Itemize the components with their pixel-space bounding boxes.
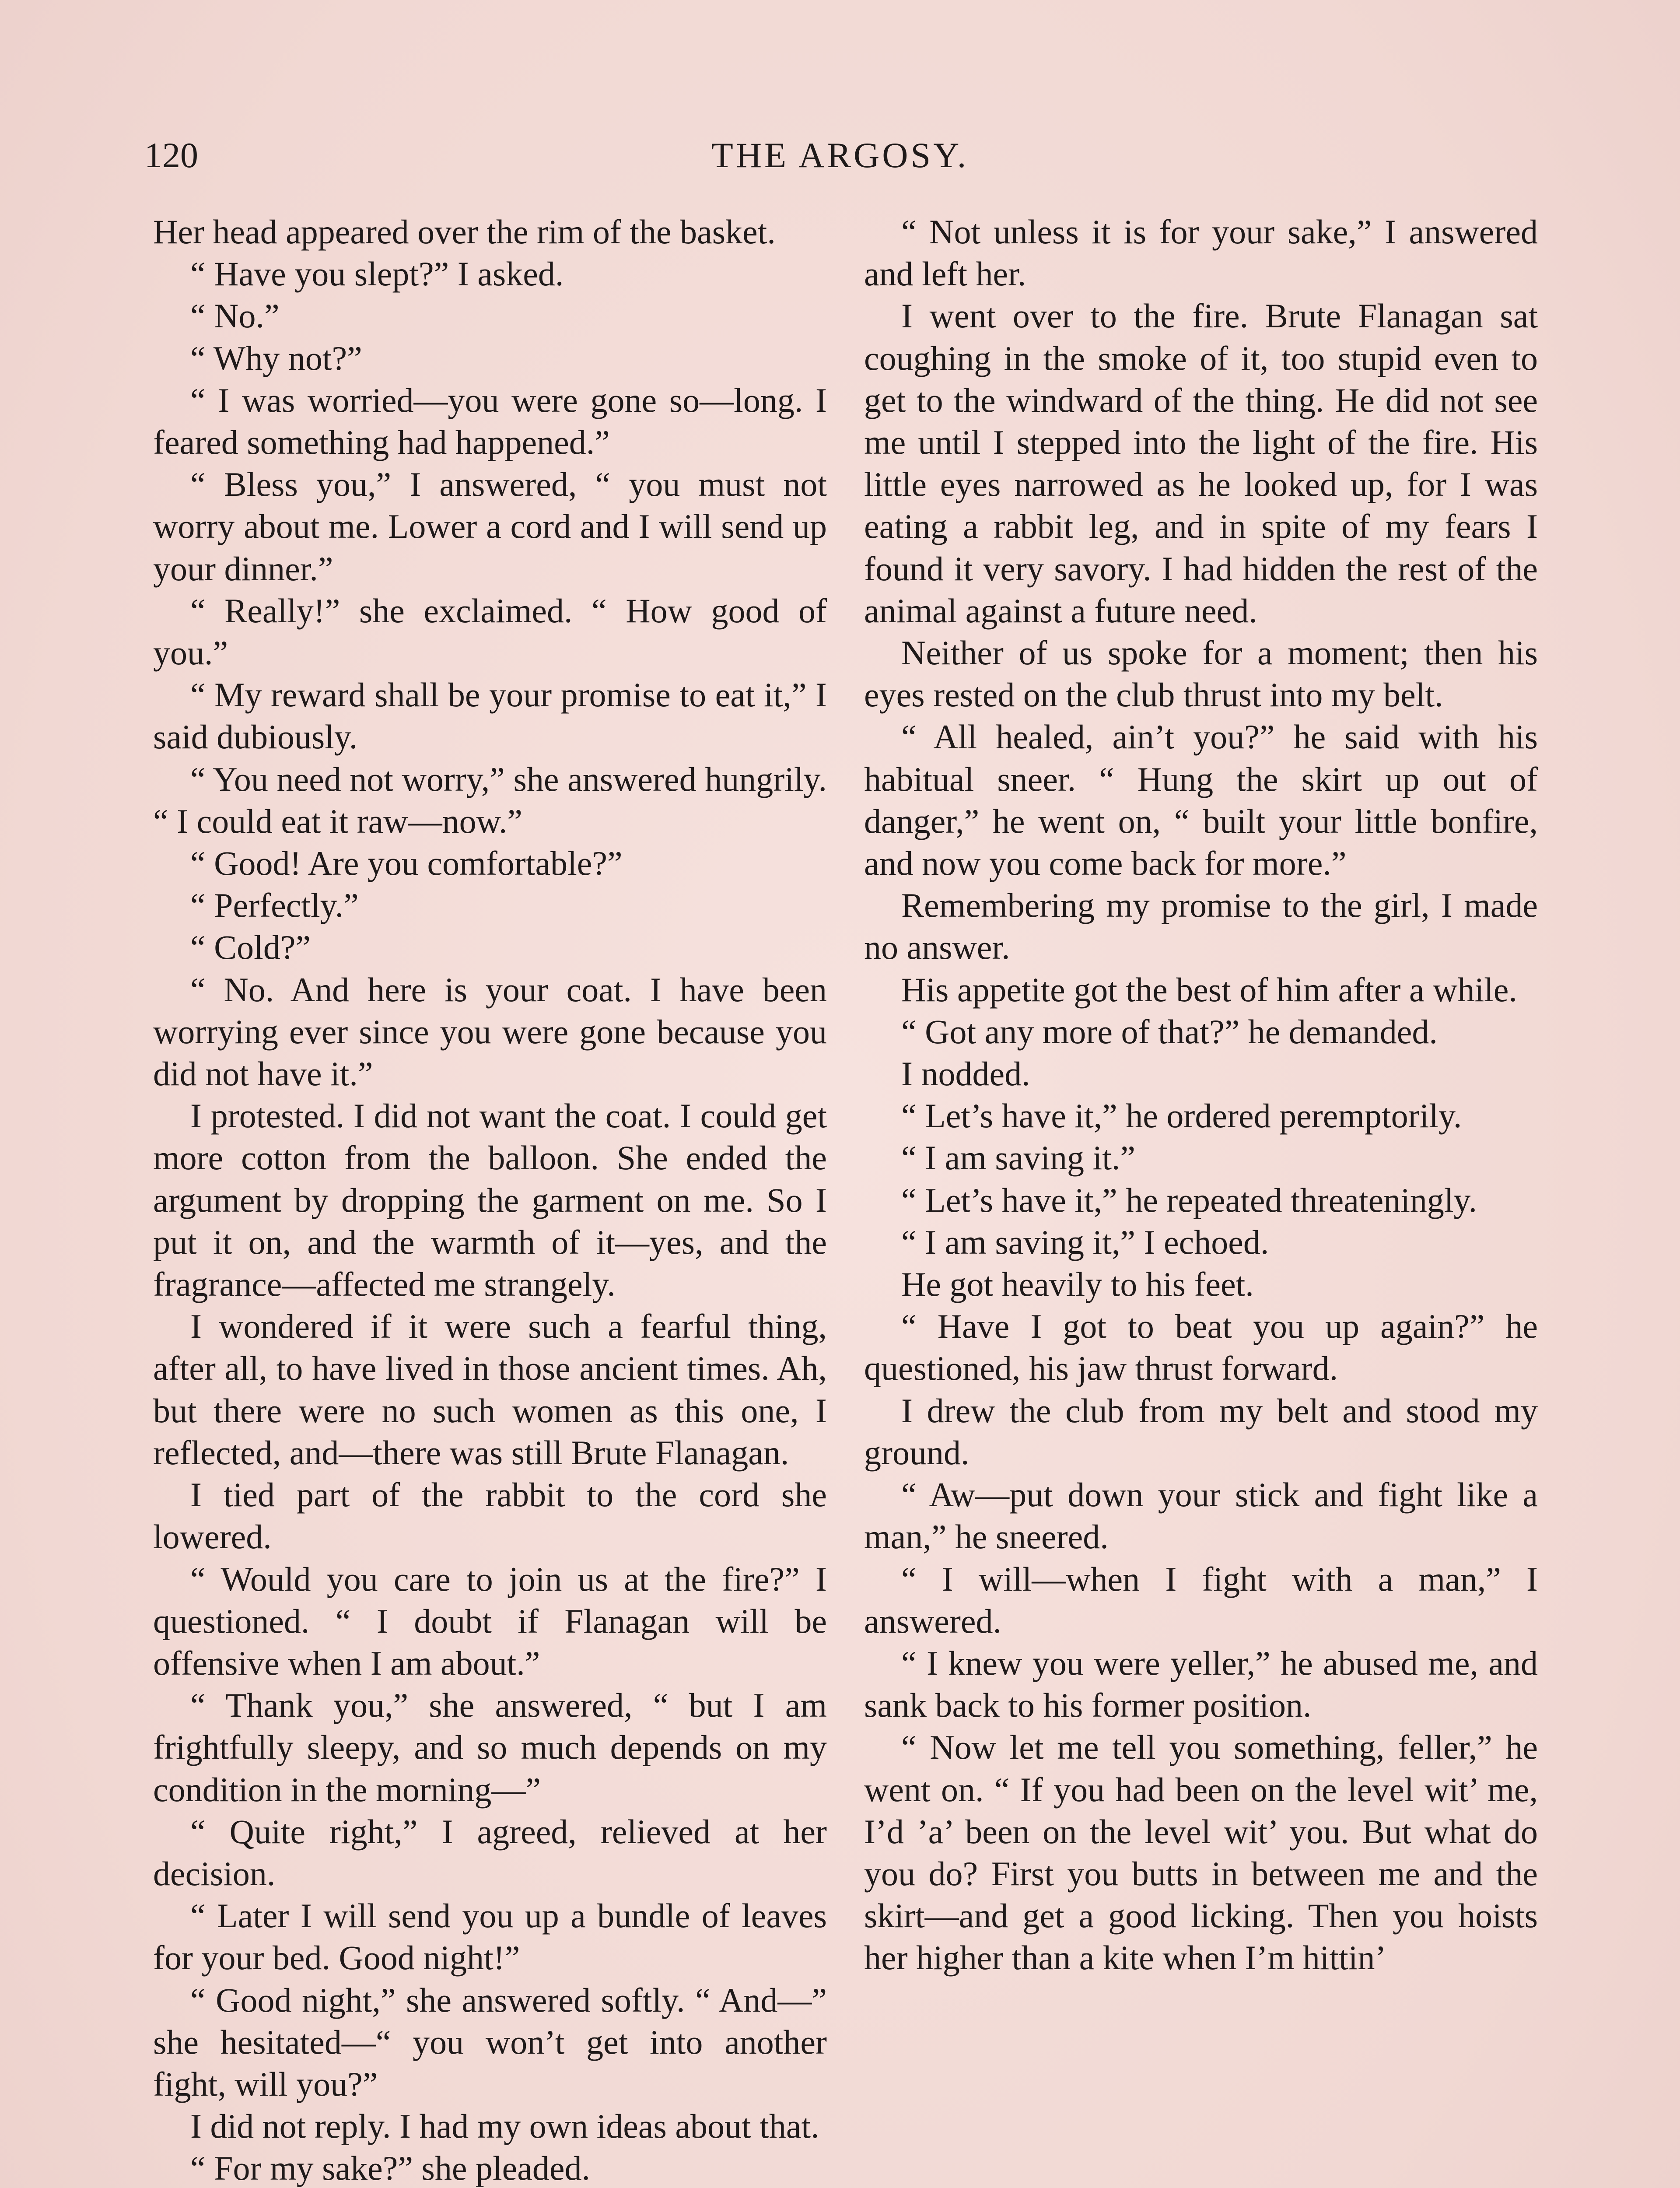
paragraph: I protested. I did not want the coat. I could get more cotton from the balloon. She ended the argument by dropping the garment on me. So I put it on, and the warmth of it—yes, and the fragrance—affected me strangely. (153, 1097, 827, 1304)
page-header (144, 131, 1536, 179)
paragraph: “ Really!” she exclaimed. “ How good of you.” (153, 591, 827, 672)
paragraph: “ Aw—put down your stick and fight like a man,” he sneered. (864, 1476, 1538, 1556)
paragraph: His appetite got the best of him after a while. (901, 970, 1517, 1009)
paragraph: “ Would you care to join us at the fire?” I questioned. “ I doubt if Flanagan will be offensive when I am about.” (153, 1560, 827, 1682)
paragraph: “ I knew you were yeller,” he abused me, and sank back to his former position. (864, 1644, 1538, 1725)
paragraph: I tied part of the rabbit to the cord she lowered. (153, 1476, 827, 1556)
paragraph: “ Have I got to beat you up again?” he questioned, his jaw thrust forward. (864, 1307, 1538, 1388)
right-text-column (864, 211, 1538, 1979)
paragraph: “ I was worried—you were gone so—long. I feared something had happened.” (153, 381, 827, 462)
paragraph: “ Not unless it is for your sake,” I answered and left her. (864, 213, 1538, 293)
paragraph: “ Let’s have it,” he repeated threateningly. (901, 1181, 1477, 1219)
paragraph: “ Have you slept?” I asked. (190, 255, 564, 293)
left-text-column (153, 211, 827, 2188)
paragraph: Her head appeared over the rim of the basket. (153, 213, 776, 251)
paragraph: I went over to the fire. Brute Flanagan sat coughing in the smoke of it, too stupid even to get to the windward of the thing. He did not see me until I stepped into the light of the fire. His little eyes narrowed as he looked up, for I was eating a rabbit leg, and in spite of my fears I found it very savory. I had hidden the rest of the animal against a future need. (864, 297, 1538, 630)
running-title: THE ARGOSY. (711, 135, 969, 175)
paragraph: “ No. And here is your coat. I have been worrying ever since you were gone because you did not have it.” (153, 970, 827, 1093)
paragraph: “ Quite right,” I agreed, relieved at her decision. (153, 1812, 827, 1893)
paragraph: Neither of us spoke for a moment; then his eyes rested on the club thrust into my belt. (864, 634, 1538, 714)
paragraph: “ Thank you,” she answered, “ but I am frightfully sleepy, and so much depends on my condition in the morning—” (153, 1686, 827, 1809)
paragraph: “ Perfectly.” (190, 886, 359, 925)
paragraph: “ Good! Are you comfortable?” (190, 844, 623, 883)
paragraph: I nodded. (901, 1055, 1030, 1093)
paragraph: “ I am saving it.” (901, 1139, 1135, 1177)
paragraph: I drew the club from my belt and stood my ground. (864, 1391, 1538, 1472)
page-number: 120 (144, 135, 198, 175)
paragraph: I wondered if it were such a fearful thing, after all, to have lived in those ancient times. Ah, but there were no such women as this one, I reflected, and—there was still Brute Flanagan. (153, 1307, 827, 1472)
paragraph: “ All healed, ain’t you?” he said with his habitual sneer. “ Hung the skirt up out of danger,” he went on, “ built your little bonfire, and now you come back for more.” (864, 718, 1538, 883)
paragraph: “ Now let me tell you something, feller,” he went on. “ If you had been on the level wit’ me, I’d ’a’ been on the level wit’ you. But what do you do? First you butts in between me and the skirt—and get a good licking. Then you hoists her higher than a kite when I’m hittin’ (864, 1728, 1538, 1977)
paragraph: “ Got any more of that?” he demanded. (901, 1012, 1438, 1051)
paragraph: “ Good night,” she answered softly. “ And—” she hesitated—“ you won’t get into another fight, will you?” (153, 1981, 827, 2103)
paragraph: “ My reward shall be your promise to eat it,” I said dubiously. (153, 676, 827, 756)
paragraph: “ Let’s have it,” he ordered peremptorily. (901, 1097, 1462, 1135)
paragraph: He got heavily to his feet. (901, 1265, 1254, 1304)
paragraph: “ Later I will send you up a bundle of leaves for your bed. Good night!” (153, 1897, 827, 1977)
paragraph: “ I will—when I fight with a man,” I answered. (864, 1560, 1538, 1640)
paragraph: “ I am saving it,” I echoed. (901, 1223, 1269, 1261)
paragraph: “ Why not?” (190, 339, 362, 377)
paragraph: “ No.” (190, 297, 280, 335)
paragraph: Remembering my promise to the girl, I made no answer. (864, 886, 1538, 967)
paragraph: “ For my sake?” she pleaded. (190, 2149, 590, 2188)
paragraph: “ You need not worry,” she answered hungrily. “ I could eat it raw—now.” (153, 760, 827, 840)
paragraph: “ Bless you,” I answered, “ you must not worry about me. Lower a cord and I will send up your dinner.” (153, 465, 827, 588)
paragraph: I did not reply. I had my own ideas about that. (190, 2107, 819, 2146)
paragraph: “ Cold?” (190, 928, 311, 967)
